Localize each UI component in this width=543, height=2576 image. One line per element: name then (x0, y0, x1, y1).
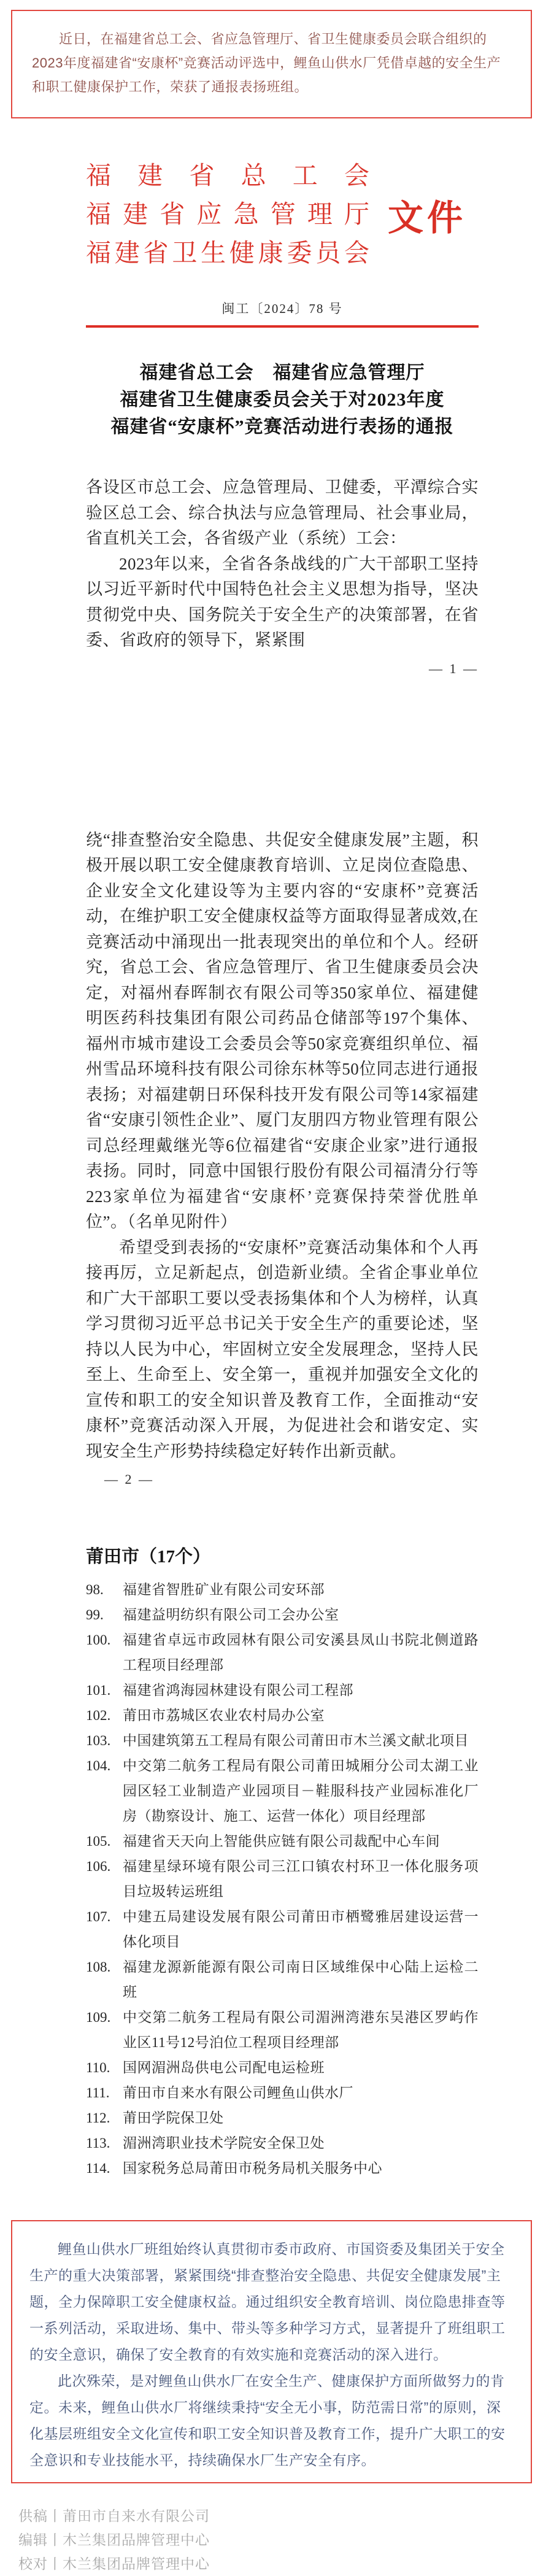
list-item-number: 114. (86, 2161, 110, 2176)
list-item-text: 福建省卓远市政园林有限公司安溪县凤山书院北侧道路工程项目经理部 (123, 1632, 479, 1673)
list-item-number: 111. (86, 2085, 110, 2100)
org-name-federation-of-trade-unions: 福建省总工会 (86, 161, 369, 190)
list-item (86, 2005, 479, 2055)
summary-paragraph-2: 此次殊荣，是对鲤鱼山供水厂在安全生产、健康保护方面所做努力的肯定。未来，鲤鱼山供水厂将继续秉持“安全无小事，防范需日常”的原则，深化基层班组安全文化宣传和职工安全知识普及教育工作，提升广大职工的安全意识和专业技能水平，持续确保水厂生产安全有序。 (29, 2373, 506, 2468)
list-item-text: 福建省鸿海园林建设有限公司工程部 (123, 1683, 353, 1698)
list-item (86, 1728, 479, 1753)
commended-units-list (86, 1577, 479, 2181)
list-item-text: 中建五局建设发展有限公司莆田市栖鹭雅居建设运营一体化项目 (123, 1909, 479, 1949)
list-item (86, 1954, 479, 2005)
list-item-number: 107. (86, 1909, 111, 1924)
intro-announcement-text: 近日，在福建省总工会、省应急管理厅、省卫生健康委员会联合组织的2023年度福建省“安康杯”竞赛活动评选中，鲤鱼山供水厂凭借卓越的安全生产和职工健康保护工作，荣获了通报表扬班组。 (32, 31, 501, 94)
list-item-number: 113. (86, 2135, 110, 2151)
list-item-text: 湄洲湾职业技术学院安全保卫处 (123, 2135, 325, 2151)
list-item-number: 103. (86, 1733, 111, 1748)
list-item-number: 98. (86, 1582, 104, 1597)
summary-paragraph-1: 鲤鱼山供水厂班组始终认真贯彻市委市政府、市国资委及集团关于安全生产的重大决策部署，紧紧围绕“排查整治安全隐患、共促安全健康发展”主题，全力保障职工安全健康权益。通过组织安全教育培训、岗位隐患排查等一系列活动，采取进场、集中、带头等多种学习方式，显著提升了班组职工的安全意识，确保了安全教育的有效实施和竞赛活动的深入进行。 (29, 2241, 506, 2362)
list-item (86, 1678, 479, 1703)
list-item (86, 2105, 479, 2131)
list-item-text: 莆田市自来水有限公司鲤鱼山供水厂 (123, 2085, 353, 2100)
list-item-number: 101. (86, 1683, 111, 1698)
letterhead-red-rule (86, 325, 479, 328)
list-item (86, 2080, 479, 2105)
document-title-line-1: 福建省总工会 福建省应急管理厅 (139, 363, 425, 383)
document-title (86, 360, 479, 441)
page-number-2: — 2 — (104, 1471, 154, 1487)
document-salutation: 各设区市总工会、应急管理局、卫健委，平潭综合实验区总工会、综合执法与应急管理局、社会事业局，省直机关工会，各省级产业（系统）工会： (86, 478, 479, 547)
list-item-text: 中交第二航务工程局有限公司莆田城厢分公司太湖工业园区轻工业制造产业园项目－鞋服科技产业园标准化厂房（勘察设计、施工、运营一体化）项目经理部 (123, 1758, 479, 1824)
footer-credits (18, 2504, 543, 2576)
document-page2-paragraph: 希望受到表扬的“安康杯”竞赛活动集体和个人再接再厉，立足新起点，创造新业绩。全省企事业单位和广大干部职工要以受表扬集体和个人为榜样，认真学习贯彻习近平总书记关于安全生产的重要论述，坚持以人民为中心，牢固树立安全发展理念，坚持人民至上、生命至上、安全第一，重视并加强安全文化的宣传和职工的安全知识普及教育工作，全面推动“安康杯”竞赛活动深入开展，为促进社会和谐安定、实现安全生产形势持续稳定好转作出新贡献。 (86, 1238, 479, 1460)
list-item-text: 福建益明纺织有限公司工会办公室 (123, 1607, 339, 1622)
org-name-health-commission: 福建省卫生健康委员会 (86, 239, 369, 267)
scanned-document (86, 156, 479, 2181)
summary-box (11, 2220, 532, 2483)
list-item-number: 105. (86, 1834, 111, 1849)
list-item-number: 106. (86, 1859, 111, 1874)
list-item-number: 100. (86, 1632, 111, 1648)
list-item-text: 福建省智胜矿业有限公司安环部 (123, 1582, 325, 1597)
document-letterhead (86, 156, 479, 272)
list-section-header: 莆田市（17个） (86, 1547, 211, 1567)
document-page1-paragraph: 2023年以来，全省各条战线的广大干部职工坚持以习近平新时代中国特色社会主义思想为指导，坚决贯彻党中央、国务院关于安全生产的决策部署，在省委、省政府的领导下，紧紧围 (86, 554, 479, 649)
credit-line: 校对丨木兰集团品牌管理中心 (18, 2556, 210, 2572)
list-item (86, 1703, 479, 1728)
list-item-text: 莆田学院保卫处 (123, 2110, 224, 2126)
list-item-text: 福建省天天向上智能供应链有限公司裁配中心车间 (123, 1834, 440, 1849)
list-item-text: 福建龙源新能源有限公司南日区域维保中心陆上运检二班 (123, 1959, 479, 2000)
document-reference-number: 闽工〔2024〕78 号 (221, 301, 343, 316)
list-item-number: 104. (86, 1758, 111, 1773)
list-item (86, 1627, 479, 1678)
credit-line: 编辑丨木兰集团品牌管理中心 (18, 2532, 210, 2548)
letterhead-document-label: 文件 (388, 198, 467, 238)
list-item (86, 2156, 479, 2181)
page-number-1: — 1 — (429, 660, 479, 676)
letterhead-org-names (86, 156, 369, 272)
org-name-emergency-management-dept: 福建省应急管理厅 (86, 200, 369, 228)
list-item (86, 1577, 479, 1602)
list-item-text: 福建星绿环境有限公司三江口镇农村环卫一体化服务项目垃圾转运班组 (123, 1859, 479, 1899)
credit-line: 供稿丨莆田市自来水有限公司 (18, 2508, 210, 2524)
list-item-number: 110. (86, 2060, 110, 2075)
list-item (86, 1854, 479, 1904)
document-title-line-2: 福建省卫生健康委员会关于对2023年度 (120, 390, 445, 410)
list-item-text: 国网湄洲岛供电公司配电运检班 (123, 2060, 325, 2075)
list-item (86, 1904, 479, 1954)
list-item-text: 中交第二航务工程局有限公司湄洲湾港东吴港区罗屿作业区11号12号泊位工程项目经理部 (123, 2010, 479, 2050)
list-item (86, 1829, 479, 1854)
list-item (86, 1753, 479, 1829)
list-item-text: 国家税务总局莆田市税务局机关服务中心 (123, 2161, 382, 2176)
list-item (86, 2055, 479, 2080)
document-page2-continuation: 绕“排查整治安全隐患、共促安全健康发展”主题，积极开展以职工安全健康教育培训、立足岗位查隐患、企业安全文化建设等为主要内容的“安康杯”竞赛活动，在维护职工安全健康权益等方面取得显著成效,在竞赛活动中涌现出一批表现突出的单位和个人。经研究，省总工会、省应急管理厅、省卫生健康委员会决定，对福州春晖制衣有限公司等350家单位、福建健明医药科技集团有限公司药品仓储部等197个集体、福州市城市建设工会委员会等50家竞赛组织单位、福州雪品环境科技有限公司徐东林等50位同志进行通报表扬；对福建朝日环保科技开发有限公司等14家福建省“安康引领性企业”、厦门友朋四方物业管理有限公司总经理戴继光等6位福建省“安康企业家”进行通报表扬。同时，同意中国银行股份有限公司福清分行等223家单位为福建省“安康杯’竞赛保持荣誉优胜单位”。（名单见附件） (86, 830, 479, 1231)
list-item-text: 中国建筑第五工程局有限公司莆田市木兰溪文献北项目 (123, 1733, 469, 1748)
list-item-text: 莆田市荔城区农业农村局办公室 (123, 1708, 325, 1723)
list-item-number: 108. (86, 1959, 111, 1975)
list-item-number: 109. (86, 2010, 111, 2025)
list-item-number: 102. (86, 1708, 111, 1723)
document-title-line-3: 福建省“安康杯”竞赛活动进行表扬的通报 (110, 417, 454, 437)
list-item (86, 2131, 479, 2156)
list-item-number: 112. (86, 2110, 110, 2126)
list-item-number: 99. (86, 1607, 104, 1622)
list-item (86, 1602, 479, 1627)
intro-announcement-box (11, 10, 532, 118)
